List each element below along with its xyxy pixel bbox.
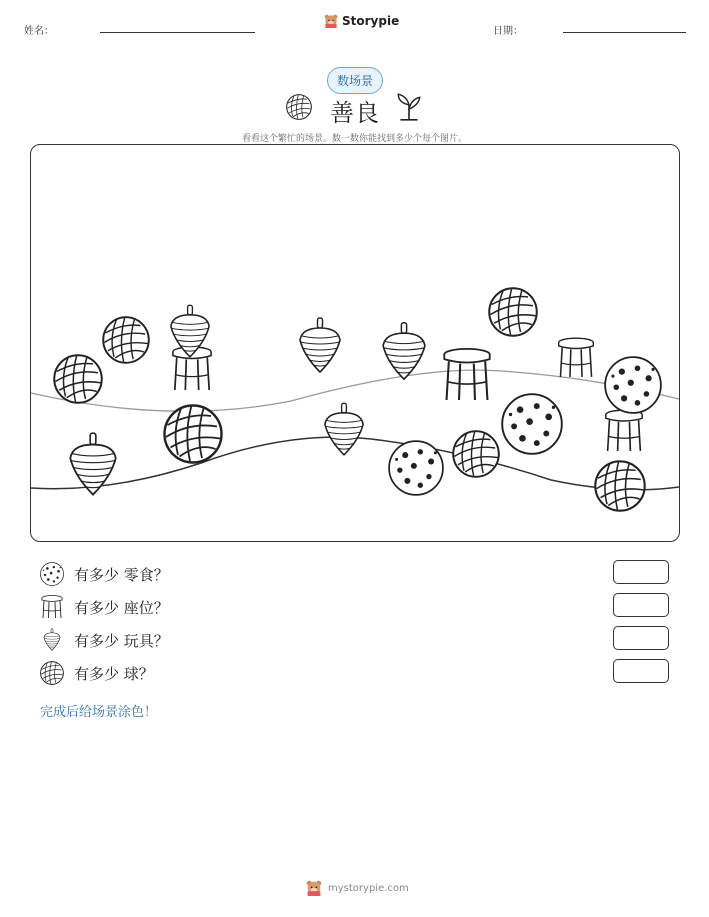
footer: [306, 880, 409, 896]
yarn-ball: [595, 461, 644, 510]
bear-logo-icon: [324, 14, 338, 28]
cookie: [502, 394, 562, 454]
spinning-top-icon: [40, 628, 64, 652]
counting-scene: [30, 144, 680, 542]
question-row: [40, 595, 169, 619]
spinning-top: [300, 318, 340, 372]
yarn-ball-icon: [40, 661, 64, 685]
yarn-ball-icon: [286, 94, 312, 120]
yarn-ball: [103, 317, 149, 363]
answer-box[interactable]: [613, 659, 669, 683]
spinning-top: [383, 323, 425, 379]
question-text: 有多少 座位？: [74, 598, 169, 617]
spinning-top: [325, 403, 363, 455]
instructions: 看看这个繁忙的场景。数一数你能找到多少个每个图片。: [241, 134, 467, 144]
scene-illustration: [31, 145, 679, 541]
brand-logo: [324, 14, 399, 28]
answer-box[interactable]: [613, 626, 669, 650]
stool: [606, 410, 642, 451]
question-text: 有多少 玩具？: [74, 631, 169, 650]
name-line[interactable]: [100, 32, 255, 33]
yarn-ball: [54, 355, 102, 403]
color-instruction: 完成后给场景涂色！: [40, 705, 158, 720]
footer-url[interactable]: mystorypie.com: [328, 882, 409, 894]
yarn-ball: [453, 431, 499, 477]
cookie-icon: [40, 562, 64, 586]
name-label: 姓名：: [24, 26, 54, 37]
stool: [559, 338, 594, 377]
question-row: [40, 661, 154, 685]
front-hill: [31, 437, 679, 490]
question-text: 有多少 球？: [74, 664, 154, 683]
question-row: [40, 628, 169, 652]
yarn-ball: [489, 288, 537, 336]
answer-box[interactable]: [613, 593, 669, 617]
stool: [444, 349, 489, 400]
cookie: [389, 441, 443, 495]
bear-logo-icon: [306, 880, 322, 896]
stool-icon: [40, 595, 64, 619]
page-title: 善良: [330, 99, 380, 127]
date-label: 日期：: [493, 26, 523, 37]
sprout-icon: [396, 92, 422, 122]
question-row: [40, 562, 169, 586]
scene-badge: 数场景: [327, 67, 383, 94]
brand-name: Storypie: [342, 14, 400, 28]
answer-box[interactable]: [613, 560, 669, 584]
yarn-ball: [165, 406, 222, 463]
date-line[interactable]: [563, 32, 686, 33]
cookie: [605, 357, 661, 413]
question-text: 有多少 零食？: [74, 565, 169, 584]
